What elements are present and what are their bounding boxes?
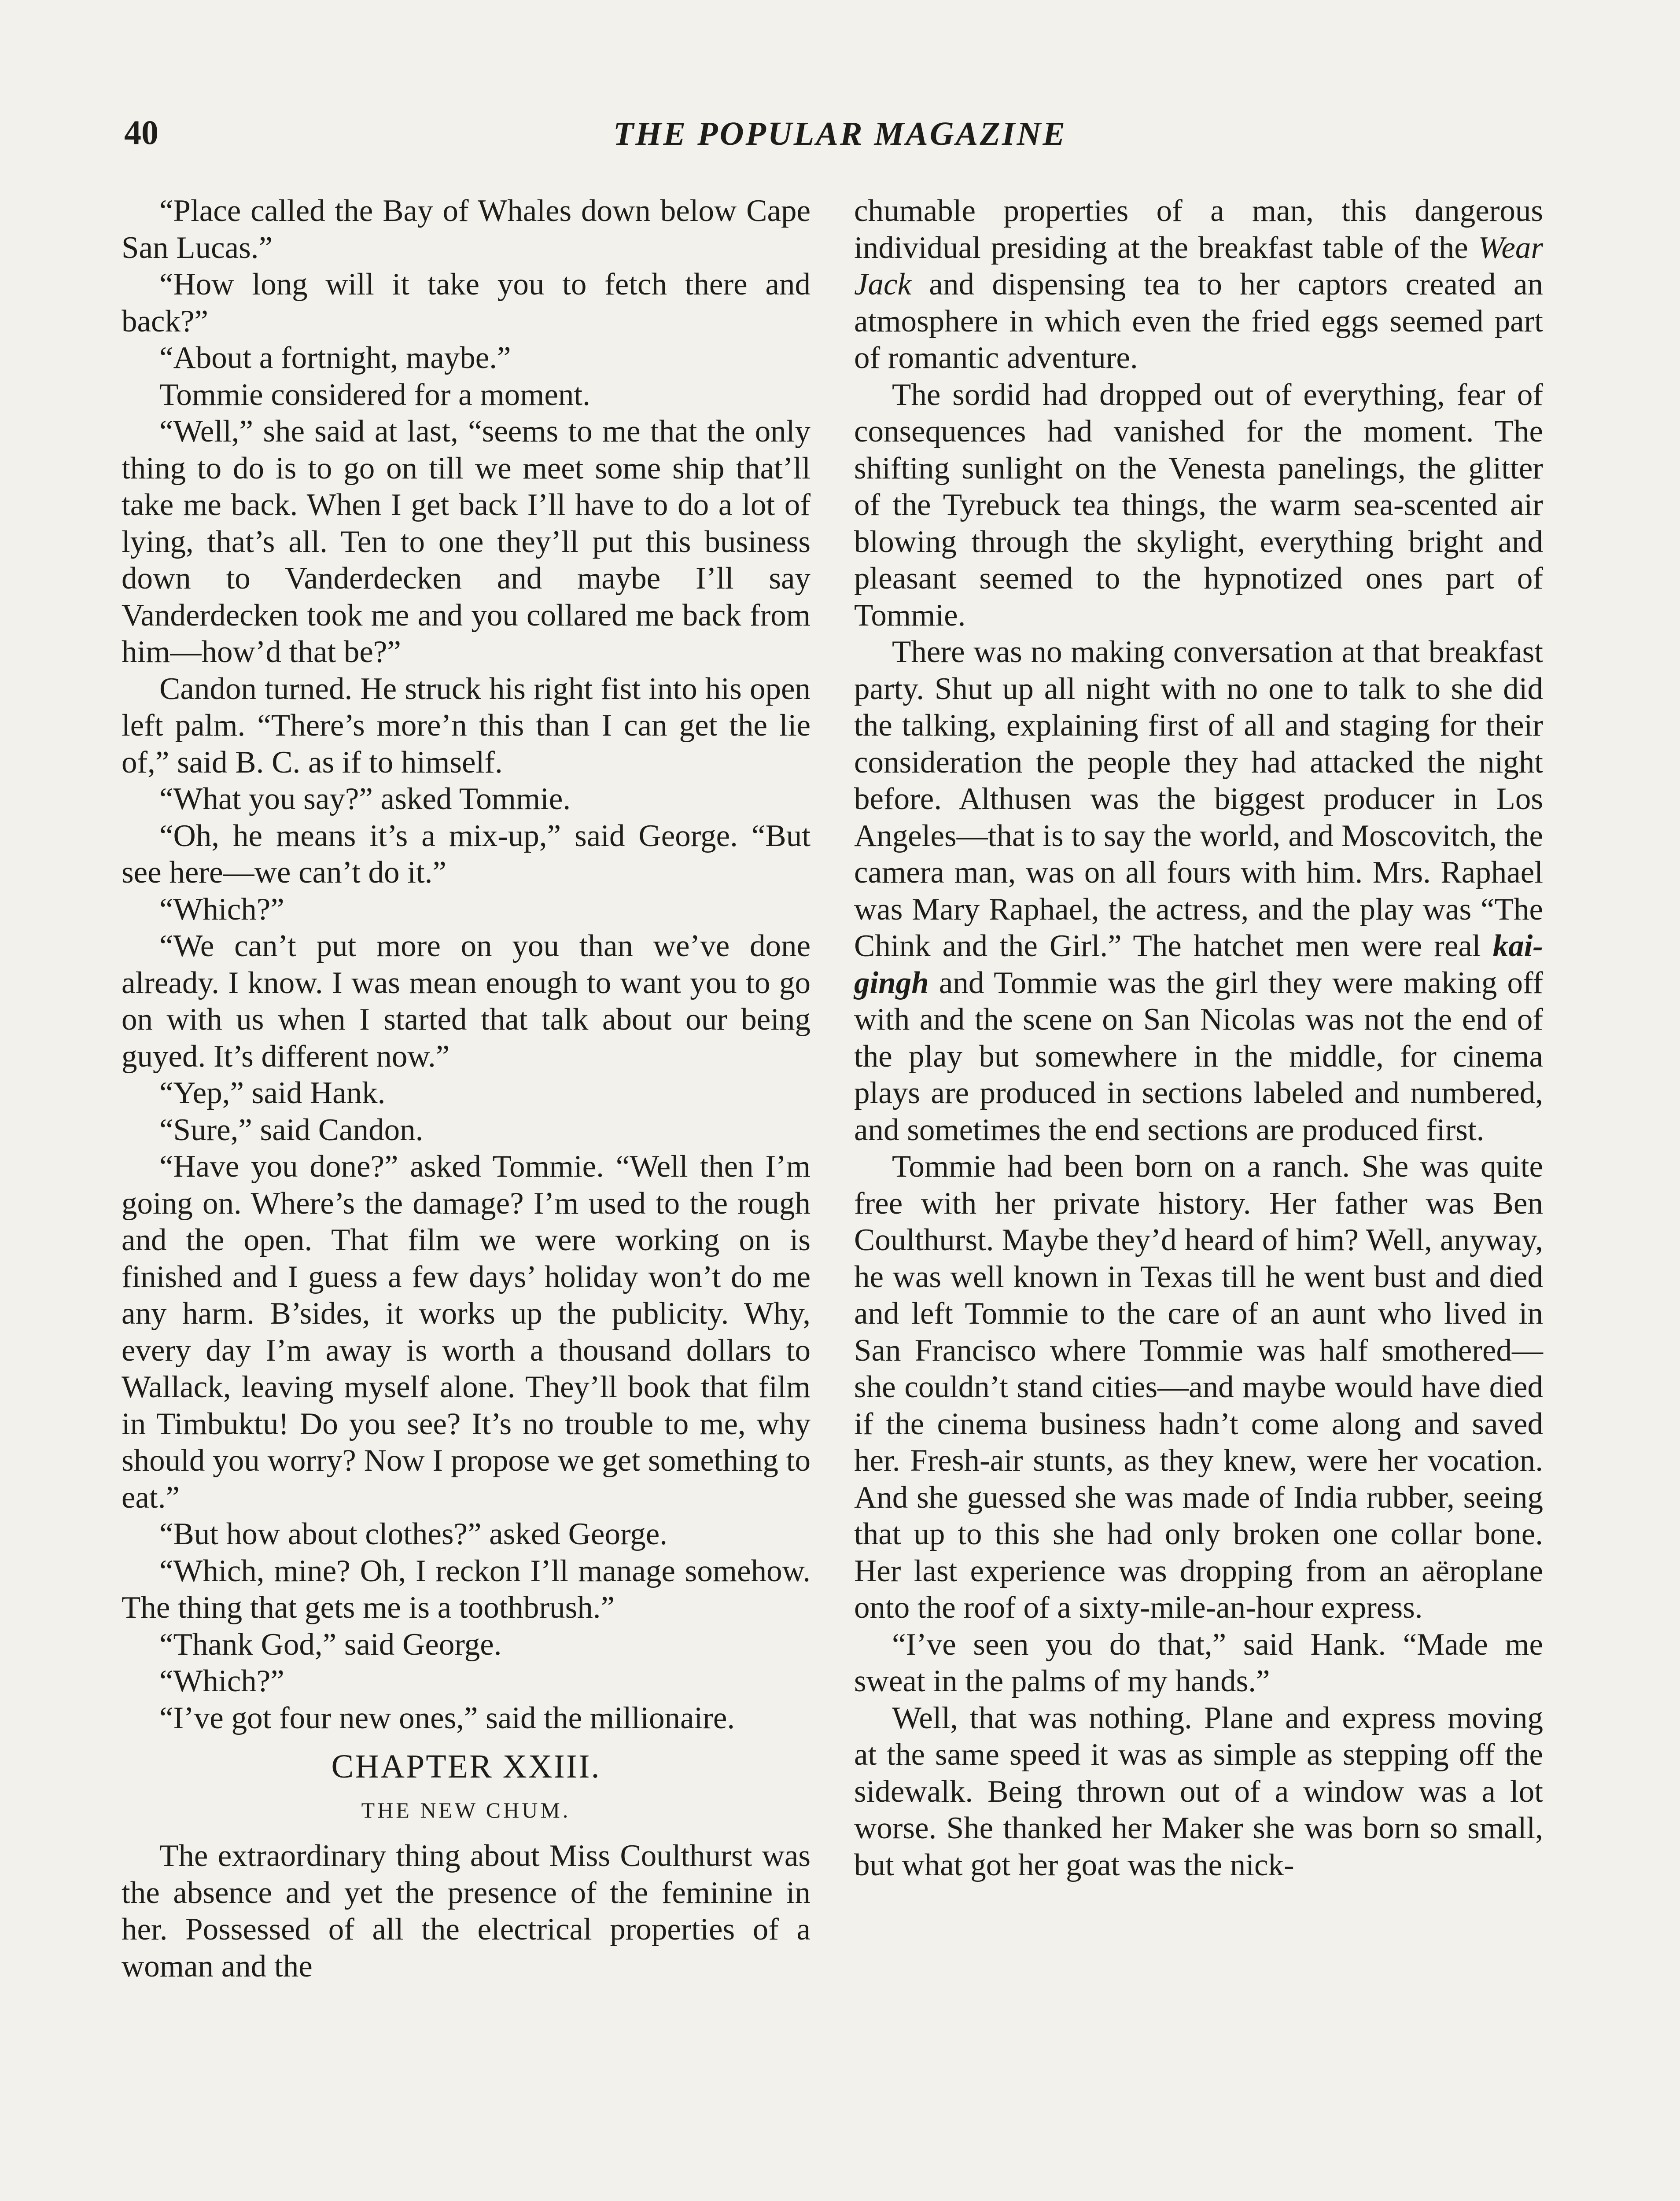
- paragraph: “I’ve got four new ones,” said the millionaire.: [159, 1700, 735, 1735]
- text-run: There was no making conversation at that breakfast party. Shut up all night with no one to talk to she did the talking, explaining first of all and staging for their consideration the people they had attacked the night before. Althusen was the biggest producer in Los Angeles—that is to say the world, and Moscovitch, the camera man, was on all fours with him. Mrs. Raphael was Mary Raphael, the actress, and the play was “The Chink and the Girl.” The hatchet men were real: [854, 635, 1543, 963]
- paragraph: [854, 634, 1543, 1148]
- paragraph: “Which?”: [159, 1664, 284, 1698]
- paragraph: “Which, mine? Oh, I reckon I’ll manage somehow. The thing that gets me is a toothbrush.”: [122, 1553, 811, 1625]
- paragraph: “I’ve seen you do that,” said Hank. “Made me sweat in the palms of my hands.”: [854, 1627, 1543, 1698]
- paragraph: “Place called the Bay of Whales down below Cape San Lucas.”: [122, 194, 811, 265]
- left-column-body: [122, 193, 811, 1737]
- chapter-heading: CHAPTER XXIII.: [331, 1748, 601, 1785]
- text-run: chumable properties of a man, this dangerous individual presiding at the breakfast table of the: [854, 194, 1543, 265]
- ship-name: Wear Jack: [854, 230, 1543, 302]
- chapter-body: [122, 1838, 811, 1985]
- paragraph: “Well,” she said at last, “seems to me that the only thing to do is to go on till we meet some ship that’ll take me back. When I get back I’ll have to do a lot of lying, that’s all. Ten to one they’ll put this business down to Vanderdecken and maybe I’ll say Vanderdecken took me and you collared me back from him—how’d that be?”: [122, 414, 811, 669]
- paragraph: “How long will it take you to fetch there and back?”: [122, 267, 811, 339]
- paragraph: Tommie had been born on a ranch. She was quite free with her private history. Her father was Ben Coulthurst. Maybe they’d heard of him? Well, anyway, he was well known in Texas till he went bust and died and left Tommie to the care of an aunt who lived in San Francisco where Tommie was half smothered—she couldn’t stand cities—and maybe would have died if the cinema business hadn’t come along and saved her. Fresh-air stunts, as they knew, were her vocation. And she guessed she was made of India rubber, seeing that up to this she had only broken one collar bone. Her last experience was dropping from an aëroplane onto the roof of a sixty-mile-an-hour express.: [854, 1149, 1543, 1625]
- running-title: THE POPULAR MAGAZINE: [613, 115, 1067, 152]
- left-column: [122, 193, 811, 1985]
- paragraph: “Yep,” said Hank.: [159, 1076, 386, 1110]
- page-number: 40: [124, 113, 158, 151]
- paragraph: “Oh, he means it’s a mix-up,” said George. “But see here—we can’t do it.”: [122, 818, 811, 890]
- paragraph: Tommie considered for a moment.: [159, 377, 590, 412]
- paragraph: [854, 193, 1543, 377]
- paragraph: The sordid had dropped out of everything, fear of consequences had vanished for the moment. The shifting sunlight on the Venesta panelings, the glitter of the Tyrebuck tea things, the warm sea-scented air blowing through the skylight, everything bright and pleasant seemed to the hypnotized ones part of Tommie.: [854, 377, 1543, 633]
- paragraph: “About a fortnight, maybe.”: [159, 341, 511, 375]
- paragraph: Well, that was nothing. Plane and express moving at the same speed it was as simple as stepping off the sidewalk. Being thrown out of a window was a lot worse. She thanked her Maker she was born so small, but what got her goat was the nick-: [854, 1700, 1543, 1882]
- text-run: and Tommie was the girl they were making off with and the scene on San Nicolas was not the end of the play but somewhere in the middle, for cinema plays are produced in sections labeled and numbered, and sometimes the end sections are produced first.: [854, 965, 1543, 1147]
- paragraph: “We can’t put more on you than we’ve done already. I know. I was mean enough to want you to go on with us when I started that talk about our being guyed. It’s different now.”: [122, 929, 811, 1074]
- chapter-subtitle: THE NEW CHUM.: [361, 1798, 571, 1822]
- paragraph: “Sure,” said Candon.: [159, 1112, 424, 1147]
- text-run: and dispensing tea to her captors created an atmosphere in which even the fried eggs seemed part of romantic adventure.: [854, 267, 1543, 375]
- right-column: [854, 193, 1543, 1884]
- paragraph: “Which?”: [159, 892, 284, 927]
- paragraph: “What you say?” asked Tommie.: [159, 782, 571, 816]
- paragraph: Candon turned. He struck his right fist into his open left palm. “There’s more’n this than I can get the lie of,” said B. C. as if to himself.: [122, 671, 811, 780]
- emphasized-term: kai-gingh: [854, 929, 1543, 1000]
- paragraph: “But how about clothes?” asked George.: [159, 1517, 668, 1551]
- paragraph: The extraordinary thing about Miss Coulthurst was the absence and yet the presence of the feminine in her. Possessed of all the electrical properties of a woman and the: [122, 1839, 811, 1984]
- paragraph: “Thank God,” said George.: [159, 1627, 502, 1662]
- paragraph: “Have you done?” asked Tommie. “Well then I’m going on. Where’s the damage? I’m used to the rough and the open. That film we were working on is finished and I guess a few days’ holiday won’t do me any harm. B’sides, it works up the publicity. Why, every day I’m away is worth a thousand dollars to Wallack, leaving myself alone. They’ll book that film in Timbuktu! Do you see? It’s no trouble to me, why should you worry? Now I propose we get something to eat.”: [122, 1149, 811, 1515]
